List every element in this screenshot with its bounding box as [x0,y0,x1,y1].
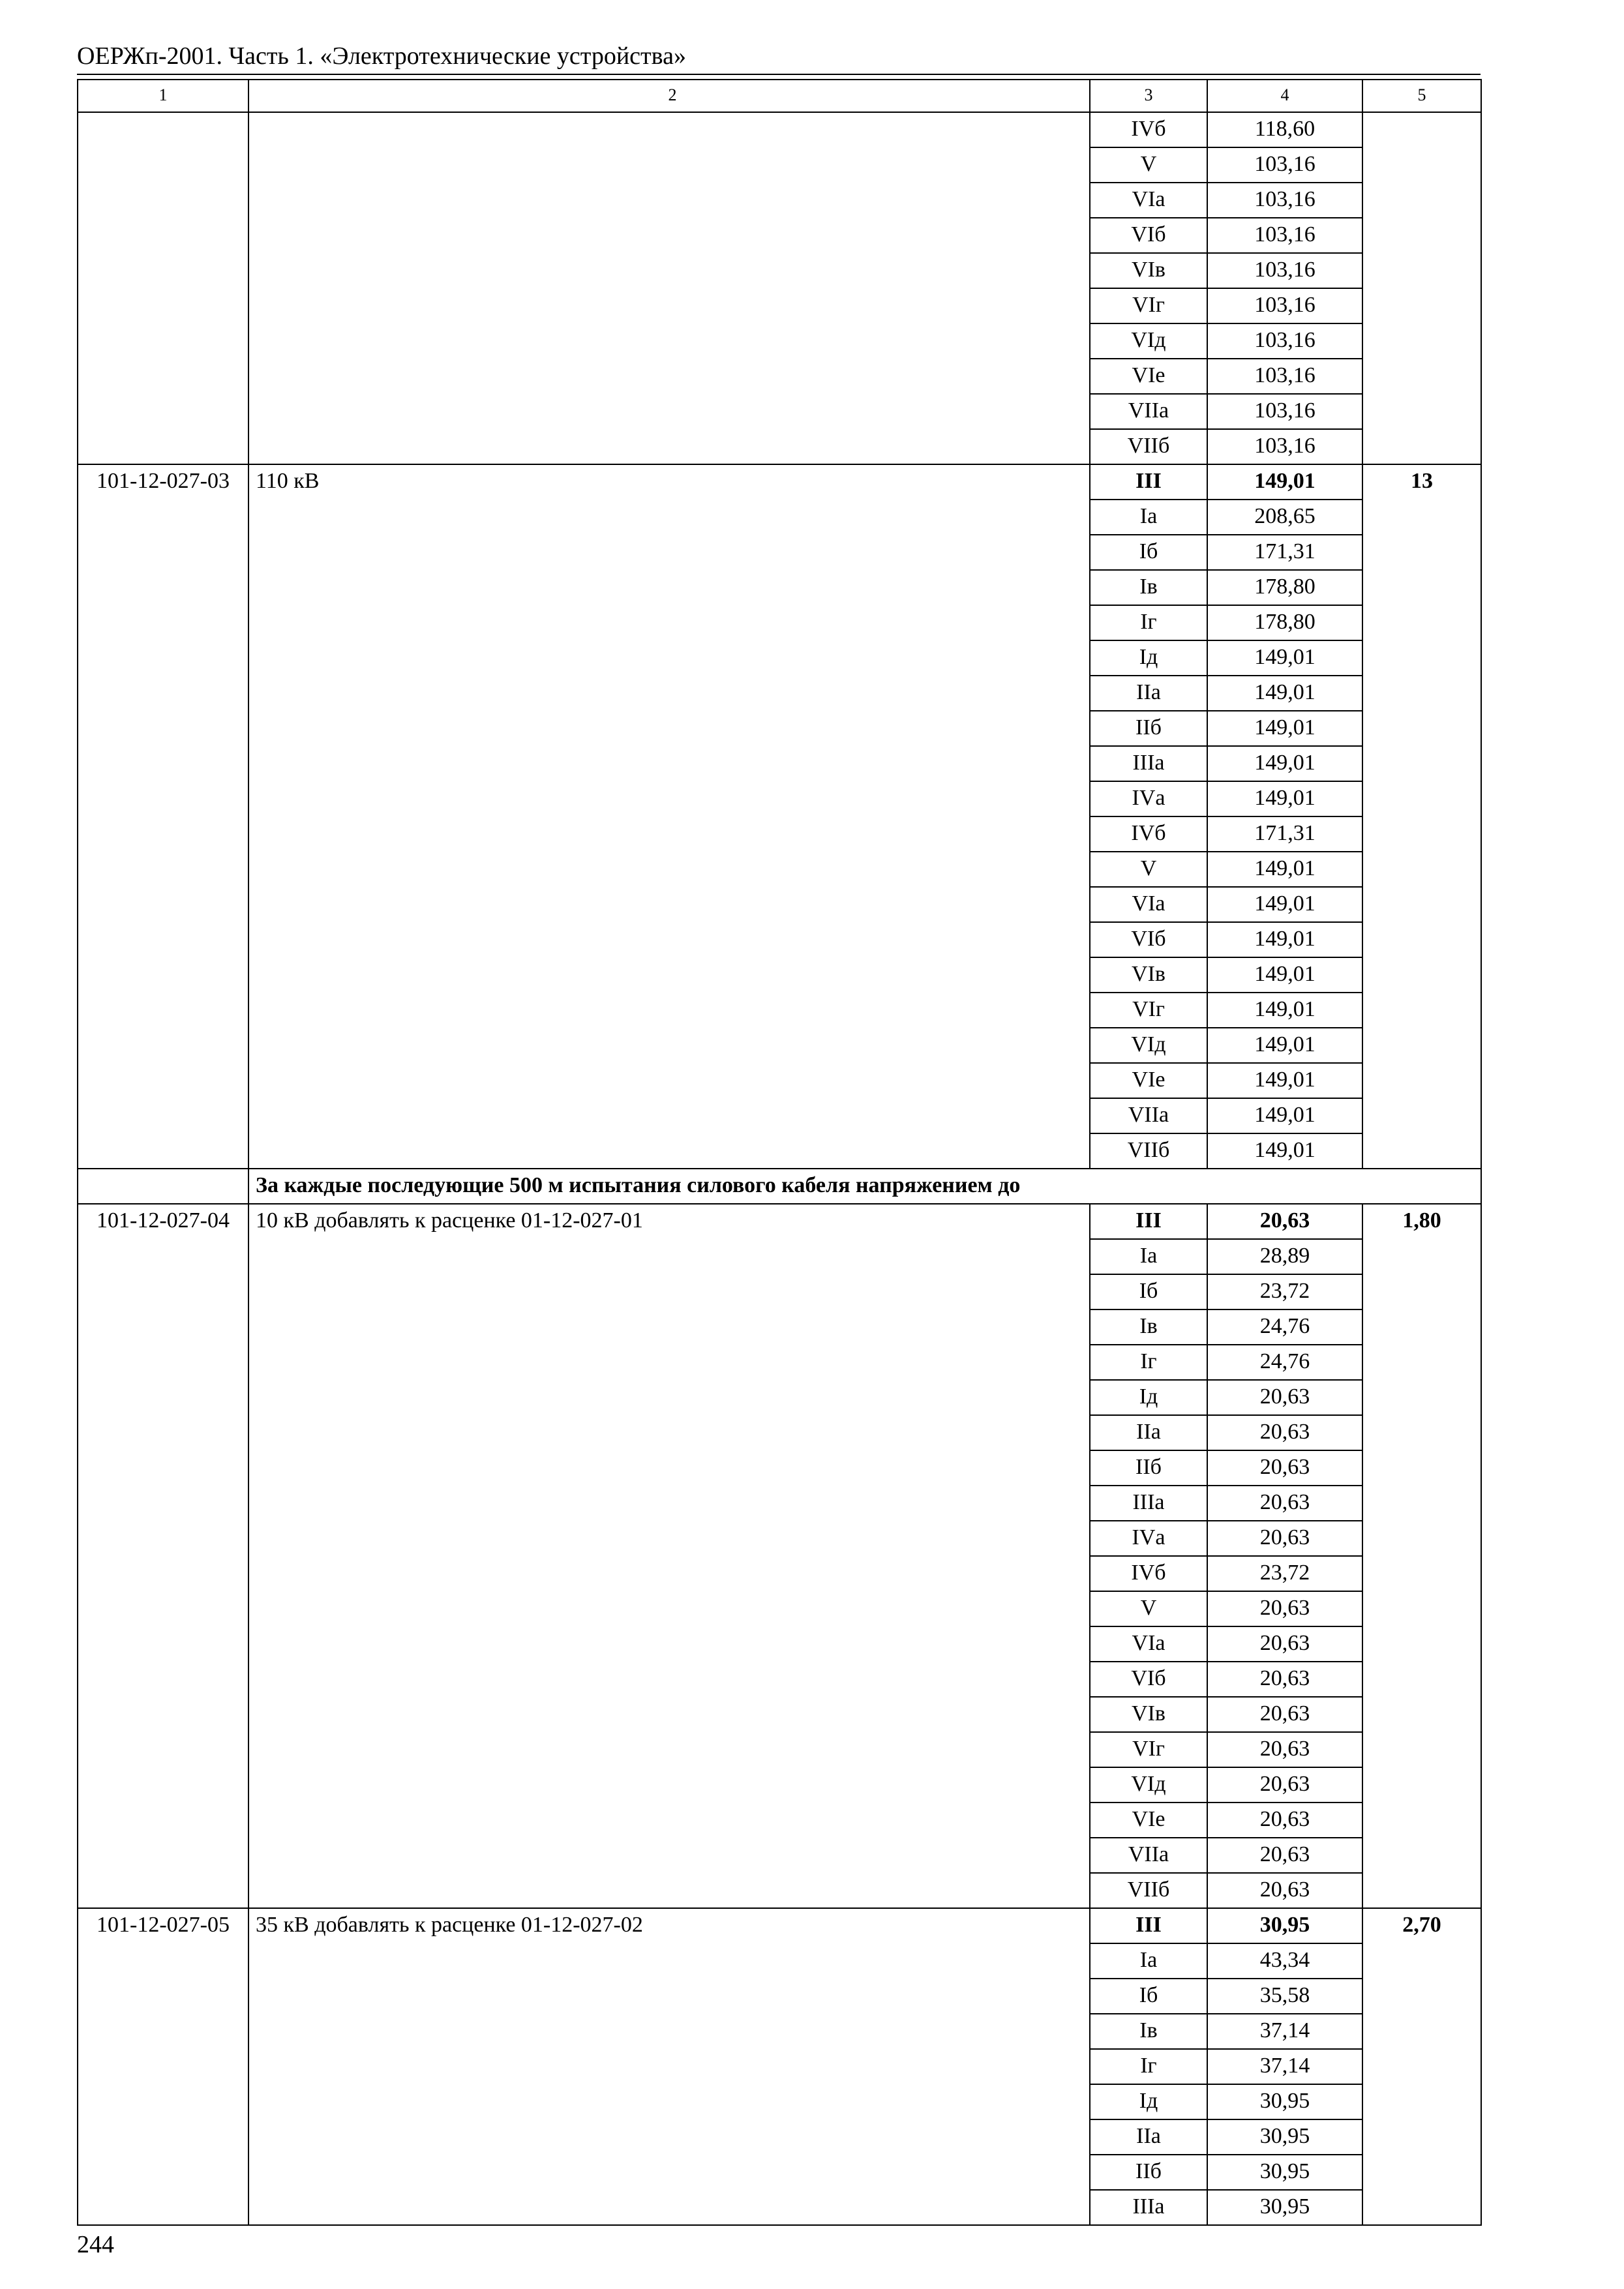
rate-value-cell: 20,63 [1207,1626,1362,1662]
rate-value-cell: 149,01 [1207,852,1362,887]
rate-value-cell: 20,63 [1207,1803,1362,1838]
zone-cell: VIа [1090,887,1207,922]
rate-value-cell: 149,01 [1207,746,1362,781]
rate-value-cell: 20,63 [1207,1873,1362,1908]
rate-value-cell: 24,76 [1207,1345,1362,1380]
rate-value-cell: 103,16 [1207,429,1362,464]
zone-cell: Iв [1090,2014,1207,2049]
zone-cell: VIд [1090,1028,1207,1063]
unit-value-cell: 2,70 [1362,1908,1481,2225]
rate-value-cell: 37,14 [1207,2014,1362,2049]
zone-cell: IIб [1090,711,1207,746]
rate-code: 101-12-027-03 [78,464,248,1169]
rate-value-cell: 23,72 [1207,1274,1362,1309]
rate-code: 101-12-027-05 [78,1908,248,2225]
zone-cell: IVб [1090,112,1207,147]
zone-cell: VIд [1090,1767,1207,1803]
rate-description: 110 кВ [248,464,1090,1169]
zone-cell: V [1090,1591,1207,1626]
zone-cell: IIб [1090,2155,1207,2190]
rate-value-cell: 149,01 [1207,676,1362,711]
rate-value-cell: 149,01 [1207,464,1362,500]
column-number-4: 4 [1207,80,1362,112]
rate-value-cell: 30,95 [1207,1908,1362,1943]
zone-cell: VIIб [1090,1873,1207,1908]
rates-table-body [78,80,1481,2225]
rate-value-cell: 30,95 [1207,2119,1362,2155]
rate-description: 10 кВ добавлять к расценке 01-12-027-01 [248,1204,1090,1908]
rate-value-cell: 208,65 [1207,500,1362,535]
rate-value-cell: 30,95 [1207,2155,1362,2190]
zone-cell: IVа [1090,781,1207,816]
zone-cell: VIд [1090,323,1207,359]
zone-cell: Iд [1090,2084,1207,2119]
rate-row [78,1908,1481,1943]
zone-cell: IVа [1090,1521,1207,1556]
zone-cell: IVб [1090,816,1207,852]
page-header-title: ОЕРЖп-2001. Часть 1. «Электротехнические устройства» [77,42,686,70]
rate-description [248,112,1090,464]
zone-cell: VIб [1090,922,1207,957]
zone-cell: Iд [1090,1380,1207,1415]
section-code-cell [78,1169,248,1204]
zone-cell: VIе [1090,359,1207,394]
rate-value-cell: 28,89 [1207,1239,1362,1274]
unit-value-cell: 13 [1362,464,1481,1169]
rate-value-cell: 43,34 [1207,1943,1362,1979]
zone-cell: IIIа [1090,746,1207,781]
rate-value-cell: 103,16 [1207,288,1362,323]
rate-value-cell: 149,01 [1207,781,1362,816]
rate-value-cell: 103,16 [1207,253,1362,288]
zone-cell: IIIа [1090,1486,1207,1521]
rate-value-cell: 149,01 [1207,1098,1362,1133]
zone-cell: V [1090,852,1207,887]
rate-value-cell: 178,80 [1207,570,1362,605]
rate-value-cell: 149,01 [1207,711,1362,746]
zone-cell: VIIа [1090,1098,1207,1133]
column-number-1: 1 [78,80,248,112]
page-number: 244 [77,2231,114,2258]
zone-cell: III [1090,1204,1207,1239]
zone-cell: Iб [1090,1979,1207,2014]
rate-value-cell: 37,14 [1207,2049,1362,2084]
rate-row [78,112,1481,147]
rate-value-cell: 20,63 [1207,1204,1362,1239]
rate-value-cell: 178,80 [1207,605,1362,640]
rate-value-cell: 103,16 [1207,323,1362,359]
zone-cell: VIб [1090,218,1207,253]
rate-value-cell: 171,31 [1207,816,1362,852]
column-number-3: 3 [1090,80,1207,112]
zone-cell: Iд [1090,640,1207,676]
zone-cell: Iа [1090,1943,1207,1979]
zone-cell: Iв [1090,570,1207,605]
zone-cell: VIб [1090,1662,1207,1697]
rate-value-cell: 118,60 [1207,112,1362,147]
zone-cell: III [1090,464,1207,500]
rate-value-cell: 20,63 [1207,1380,1362,1415]
rate-value-cell: 171,31 [1207,535,1362,570]
header-divider [77,74,1481,75]
section-heading: За каждые последующие 500 м испытания силового кабеля напряжением до [248,1169,1481,1204]
zone-cell: VIа [1090,1626,1207,1662]
rate-value-cell: 149,01 [1207,957,1362,993]
zone-cell: Iа [1090,500,1207,535]
rate-value-cell: 103,16 [1207,359,1362,394]
zone-cell: Iб [1090,1274,1207,1309]
rate-value-cell: 24,76 [1207,1309,1362,1345]
zone-cell: Iа [1090,1239,1207,1274]
zone-cell: VIа [1090,183,1207,218]
rate-value-cell: 35,58 [1207,1979,1362,2014]
zone-cell: VIIа [1090,394,1207,429]
zone-cell: VIе [1090,1063,1207,1098]
rate-value-cell: 20,63 [1207,1662,1362,1697]
rate-value-cell: 20,63 [1207,1521,1362,1556]
zone-cell: Iб [1090,535,1207,570]
zone-cell: IIа [1090,1415,1207,1450]
column-number-5: 5 [1362,80,1481,112]
column-number-row [78,80,1481,112]
rate-value-cell: 103,16 [1207,394,1362,429]
rate-value-cell: 20,63 [1207,1732,1362,1767]
rate-value-cell: 149,01 [1207,922,1362,957]
rate-description: 35 кВ добавлять к расценке 01-12-027-02 [248,1908,1090,2225]
rate-value-cell: 20,63 [1207,1415,1362,1450]
rate-value-cell: 20,63 [1207,1450,1362,1486]
rate-value-cell: 103,16 [1207,183,1362,218]
rate-value-cell: 30,95 [1207,2190,1362,2225]
zone-cell: VIе [1090,1803,1207,1838]
zone-cell: VIв [1090,253,1207,288]
column-number-2: 2 [248,80,1090,112]
rate-value-cell: 23,72 [1207,1556,1362,1591]
zone-cell: IIа [1090,676,1207,711]
zone-cell: VIг [1090,1732,1207,1767]
zone-cell: VIIб [1090,429,1207,464]
rate-value-cell: 149,01 [1207,1063,1362,1098]
rate-value-cell: 149,01 [1207,640,1362,676]
zone-cell: IIа [1090,2119,1207,2155]
zone-cell: V [1090,147,1207,183]
zone-cell: VIг [1090,288,1207,323]
zone-cell: IIIа [1090,2190,1207,2225]
unit-value-cell [1362,112,1481,464]
rate-value-cell: 149,01 [1207,1028,1362,1063]
zone-cell: VIв [1090,1697,1207,1732]
zone-cell: VIг [1090,993,1207,1028]
rate-row [78,1204,1481,1239]
rates-table [77,79,1482,2226]
zone-cell: IVб [1090,1556,1207,1591]
rate-value-cell: 103,16 [1207,147,1362,183]
rate-value-cell: 20,63 [1207,1486,1362,1521]
rate-value-cell: 149,01 [1207,993,1362,1028]
rate-value-cell: 20,63 [1207,1767,1362,1803]
zone-cell: VIв [1090,957,1207,993]
rate-value-cell: 20,63 [1207,1838,1362,1873]
zone-cell: Iг [1090,1345,1207,1380]
zone-cell: VIIб [1090,1133,1207,1169]
rate-row [78,464,1481,500]
zone-cell: Iг [1090,605,1207,640]
section-heading-row [78,1169,1481,1204]
rate-code [78,112,248,464]
zone-cell: IIб [1090,1450,1207,1486]
zone-cell: VIIа [1090,1838,1207,1873]
rate-code: 101-12-027-04 [78,1204,248,1908]
rate-value-cell: 149,01 [1207,1133,1362,1169]
rate-value-cell: 20,63 [1207,1697,1362,1732]
rate-value-cell: 30,95 [1207,2084,1362,2119]
rate-value-cell: 149,01 [1207,887,1362,922]
rate-value-cell: 20,63 [1207,1591,1362,1626]
zone-cell: III [1090,1908,1207,1943]
rate-value-cell: 103,16 [1207,218,1362,253]
unit-value-cell: 1,80 [1362,1204,1481,1908]
zone-cell: Iг [1090,2049,1207,2084]
zone-cell: Iв [1090,1309,1207,1345]
